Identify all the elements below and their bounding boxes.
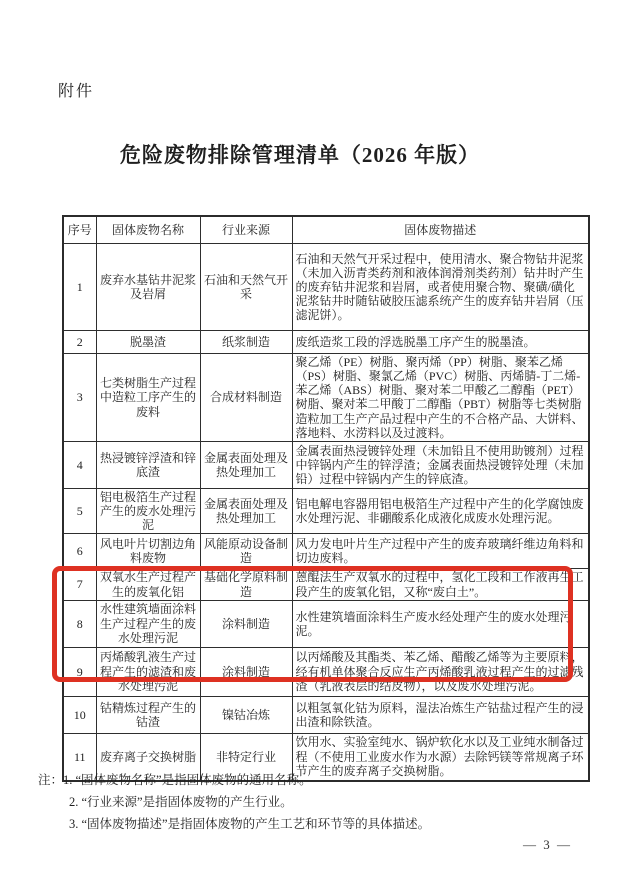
table-row <box>63 488 589 533</box>
table-row-highlighted <box>63 600 589 647</box>
cell-name: 废弃水基钻井泥浆及岩屑 <box>96 244 200 331</box>
table-row <box>63 696 589 733</box>
cell-name: 脱墨渣 <box>96 331 200 354</box>
table-row <box>63 534 589 569</box>
cell-no: 2 <box>63 331 96 354</box>
cell-desc: 铝电解电容器用铝电极箔生产过程中产生的化学腐蚀废水处理污泥、非硼酸系化成液化成废水处理污泥。 <box>292 488 589 533</box>
cell-no: 9 <box>63 647 96 696</box>
cell-source: 涂料制造 <box>200 647 292 696</box>
note-line-2: 2. “行业来源”是指固体废物的产生行业。 <box>69 794 293 809</box>
attachment-label: 附件 <box>58 83 95 100</box>
note-line-3: 3. “固体废物描述”是指固体废物的产生工艺和环节等的具体描述。 <box>69 816 431 831</box>
table-header-row <box>63 216 589 244</box>
table-row <box>63 244 589 331</box>
cell-name: 水性建筑墙面涂料生产过程产生的废水处理污泥 <box>96 600 200 647</box>
cell-source: 石油和天然气开采 <box>200 244 292 331</box>
cell-desc: 废纸造浆工段的浮选脱墨工序产生的脱墨渣。 <box>292 331 589 354</box>
hazardous-waste-exclusion-table <box>62 215 590 782</box>
cell-name: 热浸镀锌浮渣和锌底渣 <box>96 441 200 488</box>
column-header-0: 序号 <box>63 216 96 244</box>
cell-source: 金属表面处理及热处理加工 <box>200 441 292 488</box>
cell-desc: 石油和天然气开采过程中，使用清水、聚合物钻井泥浆（未加入沥青类药剂和液体润滑剂类药剂）钻井时产生的废弃钻井泥浆和岩屑，或者使用聚合物、聚磺/磺化泥浆钻井时随钻破胶压滤系统产生的废弃钻井岩屑（压滤泥饼）。 <box>292 244 589 331</box>
cell-no: 8 <box>63 600 96 647</box>
cell-no: 3 <box>63 354 96 442</box>
cell-source: 纸浆制造 <box>200 331 292 354</box>
cell-desc: 风力发电叶片生产过程中产生的废弃玻璃纤维边角料和切边废料。 <box>292 534 589 569</box>
column-header-2: 行业来源 <box>200 216 292 244</box>
cell-source: 风能原动设备制造 <box>200 534 292 569</box>
cell-source: 非特定行业 <box>200 733 292 781</box>
cell-name: 七类树脂生产过程中造粒工序产生的废料 <box>96 354 200 442</box>
page-number: — 3 — <box>523 837 572 852</box>
page-title: 危险废物排除管理清单（2026 年版） <box>119 143 481 167</box>
column-header-1: 固体废物名称 <box>96 216 200 244</box>
cell-desc: 聚乙烯（PE）树脂、聚丙烯（PP）树脂、聚苯乙烯（PS）树脂、聚氯乙烯（PVC）树脂、丙烯腈-丁二烯-苯乙烯（ABS）树脂、聚对苯二甲酸乙二醇酯（PET）树脂、聚对苯二甲酸丁二醇酯（PBT）树脂等七类树脂造粒加工生产产品过程中产生的不合格产品、大饼料、落地料、水涝料以及过渡料。 <box>292 354 589 442</box>
table-row <box>63 441 589 488</box>
cell-no: 6 <box>63 534 96 569</box>
cell-desc: 饮用水、实验室纯水、锅炉软化水以及工业纯水制备过程（不使用工业废水作为水源）去除钙镁等常规离子环节产生的废弃离子交换树脂。 <box>292 733 589 781</box>
table-row <box>63 354 589 442</box>
cell-desc: 蒽醌法生产双氧水的过程中，氢化工段和工作液再生工段产生的废氧化铝，又称“废白土”。 <box>292 569 589 600</box>
notes <box>38 770 598 836</box>
cell-no: 7 <box>63 569 96 600</box>
table-row <box>63 569 589 600</box>
cell-name: 丙烯酸乳液生产过程产生的滤渣和废水处理污泥 <box>96 647 200 696</box>
note-line-1: 注：1. “固体废物名称”是指固体废物的通用名称。 <box>38 773 312 787</box>
cell-no: 10 <box>63 696 96 733</box>
cell-no: 1 <box>63 244 96 331</box>
cell-desc: 金属表面热浸镀锌处理（未加铅且不使用助镀剂）过程中锌锅内产生的锌浮渣；金属表面热浸镀锌处理（未加铅）过程中锌锅内产生的锌底渣。 <box>292 441 589 488</box>
cell-no: 5 <box>63 488 96 533</box>
cell-source: 镍钴冶炼 <box>200 696 292 733</box>
cell-source: 合成材料制造 <box>200 354 292 442</box>
cell-source: 基础化学原料制造 <box>200 569 292 600</box>
column-header-3: 固体废物描述 <box>292 216 589 244</box>
table-row-highlighted <box>63 647 589 696</box>
cell-source: 金属表面处理及热处理加工 <box>200 488 292 533</box>
cell-name: 废弃离子交换树脂 <box>96 733 200 781</box>
cell-name: 双氧水生产过程产生的废氧化铝 <box>96 569 200 600</box>
cell-no: 4 <box>63 441 96 488</box>
cell-name: 风电叶片切割边角料废物 <box>96 534 200 569</box>
cell-name: 铝电极箔生产过程产生的废水处理污泥 <box>96 488 200 533</box>
table-row <box>63 331 589 354</box>
cell-name: 钴精炼过程产生的钴渣 <box>96 696 200 733</box>
cell-desc: 水性建筑墙面涂料生产废水经处理产生的废水处理污泥。 <box>292 600 589 647</box>
cell-source: 涂料制造 <box>200 600 292 647</box>
cell-desc: 以粗氢氧化钴为原料，湿法冶炼生产钴盐过程产生的浸出渣和除铁渣。 <box>292 696 589 733</box>
cell-no: 11 <box>63 733 96 781</box>
cell-desc: 以丙烯酸及其酯类、苯乙烯、醋酸乙烯等为主要原料，经有机单体聚合反应生产丙烯酸乳液过程产生的过滤残渣（乳液表层的结皮物），以及废水处理污泥。 <box>292 647 589 696</box>
